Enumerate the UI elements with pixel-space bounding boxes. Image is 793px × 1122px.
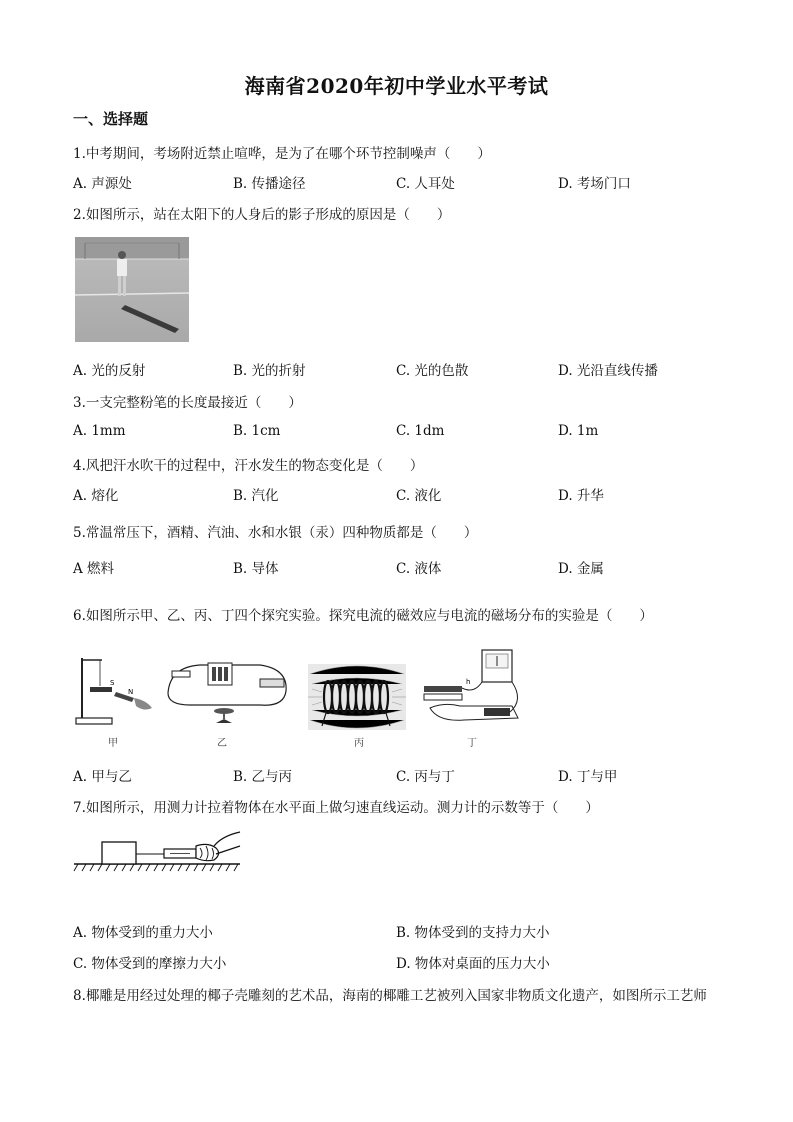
question-6: 6.如图所示甲、乙、丙、丁四个探究实验。探究电流的磁效应与电流的磁场分布的实验是（ ） bbox=[73, 608, 653, 624]
q3-option-c: C. 1dm bbox=[396, 423, 445, 439]
q1-option-d: D. 考场门口 bbox=[558, 176, 631, 192]
figure-ding bbox=[420, 648, 532, 730]
q1-option-a: A. 声源处 bbox=[73, 176, 132, 192]
question-4: 4.风把汗水吹干的过程中，汗水发生的物态变化是（ ） bbox=[73, 458, 424, 474]
q6-option-b: B. 乙与丙 bbox=[233, 769, 293, 785]
q2-option-b: B. 光的折射 bbox=[233, 363, 306, 379]
q5-option-d: D. 金属 bbox=[558, 561, 604, 577]
shadow-photo bbox=[75, 237, 189, 342]
q3-option-b: B. 1cm bbox=[233, 423, 281, 439]
q1-option-b: B. 传播途径 bbox=[233, 176, 306, 192]
caption-ding: 丁 bbox=[467, 738, 477, 749]
svg-text:h: h bbox=[466, 678, 471, 686]
question-7: 7.如图所示，用测力计拉着物体在水平面上做匀速直线运动。测力计的示数等于（ ） bbox=[73, 800, 599, 816]
q4-option-d: D. 升华 bbox=[558, 488, 604, 504]
q2-option-a: A. 光的反射 bbox=[73, 363, 146, 379]
q5-option-a: A 燃料 bbox=[73, 561, 115, 577]
q2-option-d: D. 光沿直线传播 bbox=[558, 363, 658, 379]
caption-bing: 丙 bbox=[354, 738, 364, 749]
caption-jia: 甲 bbox=[108, 738, 118, 749]
question-8: 8.椰雕是用经过处理的椰子壳雕刻的艺术品，海南的椰雕工艺被列入国家非物质文化遗产，如图所示工艺师 bbox=[73, 988, 707, 1004]
question-3: 3.一支完整粉笔的长度最接近（ ） bbox=[73, 395, 302, 411]
q6-option-a: A. 甲与乙 bbox=[73, 769, 132, 785]
q7-option-d: D. 物体对桌面的压力大小 bbox=[396, 956, 550, 972]
question-1: 1.中考期间，考场附近禁止喧哗，是为了在哪个环节控制噪声（ ） bbox=[73, 146, 491, 162]
q7-option-b: B. 物体受到的支持力大小 bbox=[396, 925, 550, 941]
q5-option-c: C. 液体 bbox=[396, 561, 442, 577]
q7-option-a: A. 物体受到的重力大小 bbox=[73, 925, 213, 941]
figure-bing bbox=[308, 664, 406, 730]
spring-scale-figure bbox=[72, 824, 242, 874]
figure-yi bbox=[160, 655, 295, 733]
q1-option-c: C. 人耳处 bbox=[396, 176, 455, 192]
q6-option-d: D. 丁与甲 bbox=[558, 769, 618, 785]
question-2: 2.如图所示，站在太阳下的人身后的影子形成的原因是（ ） bbox=[73, 207, 451, 223]
svg-text:S: S bbox=[110, 679, 115, 687]
section-heading: 一、选择题 bbox=[73, 110, 149, 128]
q4-option-a: A. 熔化 bbox=[73, 488, 119, 504]
caption-yi: 乙 bbox=[217, 738, 227, 749]
page-title: 海南省2020年初中学业水平考试 bbox=[244, 74, 549, 98]
q5-option-b: B. 导体 bbox=[233, 561, 279, 577]
figure-jia bbox=[72, 650, 162, 730]
q2-option-c: C. 光的色散 bbox=[396, 363, 469, 379]
q7-option-c: C. 物体受到的摩擦力大小 bbox=[73, 956, 227, 972]
svg-text:N: N bbox=[128, 688, 134, 696]
q3-option-d: D. 1m bbox=[558, 423, 599, 439]
q4-option-c: C. 液化 bbox=[396, 488, 442, 504]
question-5: 5.常温常压下，酒精、汽油、水和水银（汞）四种物质都是（ ） bbox=[73, 525, 478, 541]
q4-option-b: B. 汽化 bbox=[233, 488, 279, 504]
q3-option-a: A. 1mm bbox=[73, 423, 126, 439]
q6-option-c: C. 丙与丁 bbox=[396, 769, 455, 785]
